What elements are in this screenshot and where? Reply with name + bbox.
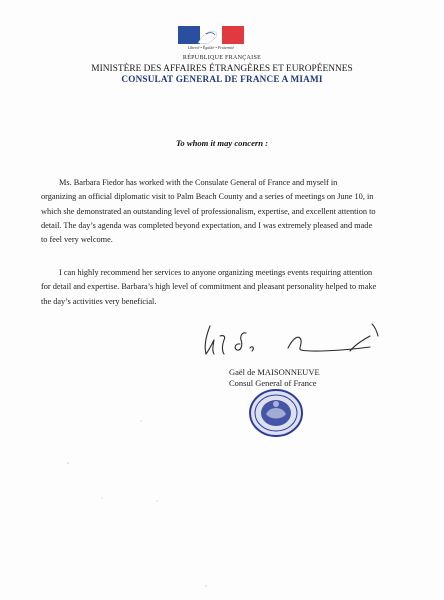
signer-name: Gaël de MAISONNEUVE [229,367,320,377]
paragraph-2-line: the day’s activities very beneficial. [41,296,157,306]
ministry-title: MINISTÈRE DES AFFAIRES ÉTRANGÈRES ET EUROPÉENNES [91,64,353,74]
paragraph-1-line: to feel very welcome. [41,235,113,245]
paragraph-2-line: for detail and expertise. Barbara’s high level of commitment and pleasant personality helped to make [41,282,377,292]
paragraph-1-line: Ms. Barbara Fiedor has worked with the Consulate General of France and myself in [59,178,338,187]
paragraph-2 [41,266,397,309]
handwritten-signature [200,318,400,363]
paragraph-1 [41,176,397,247]
paragraph-1-line: organizing an official diplomatic visit to Palm Beach County and a series of meetings on June 10, in [41,192,374,202]
consulate-title: CONSULAT GENERAL DE FRANCE A MIAMI [121,74,323,84]
signer-block [229,367,320,389]
paragraph-1-line: detail. The day’s agenda was completed beyond expectation, and I was extremely pleased and made [41,220,373,230]
salutation: To whom it may concern : [175,138,269,148]
signer-title: Consul General of France [229,378,317,388]
paragraph-2-line: I can highly recommend her services to anyone organizing meetings events requiring attention [59,268,373,277]
logo-motto: Liberté • Égalité • Fraternité [187,45,235,50]
paragraph-1-line: which she demonstrated an outstanding level of professionalism, expertise, and excellent attention to [41,206,376,216]
republique-francaise: RÉPUBLIQUE FRANÇAISE [182,55,262,61]
consulate-seal-icon [246,388,306,438]
